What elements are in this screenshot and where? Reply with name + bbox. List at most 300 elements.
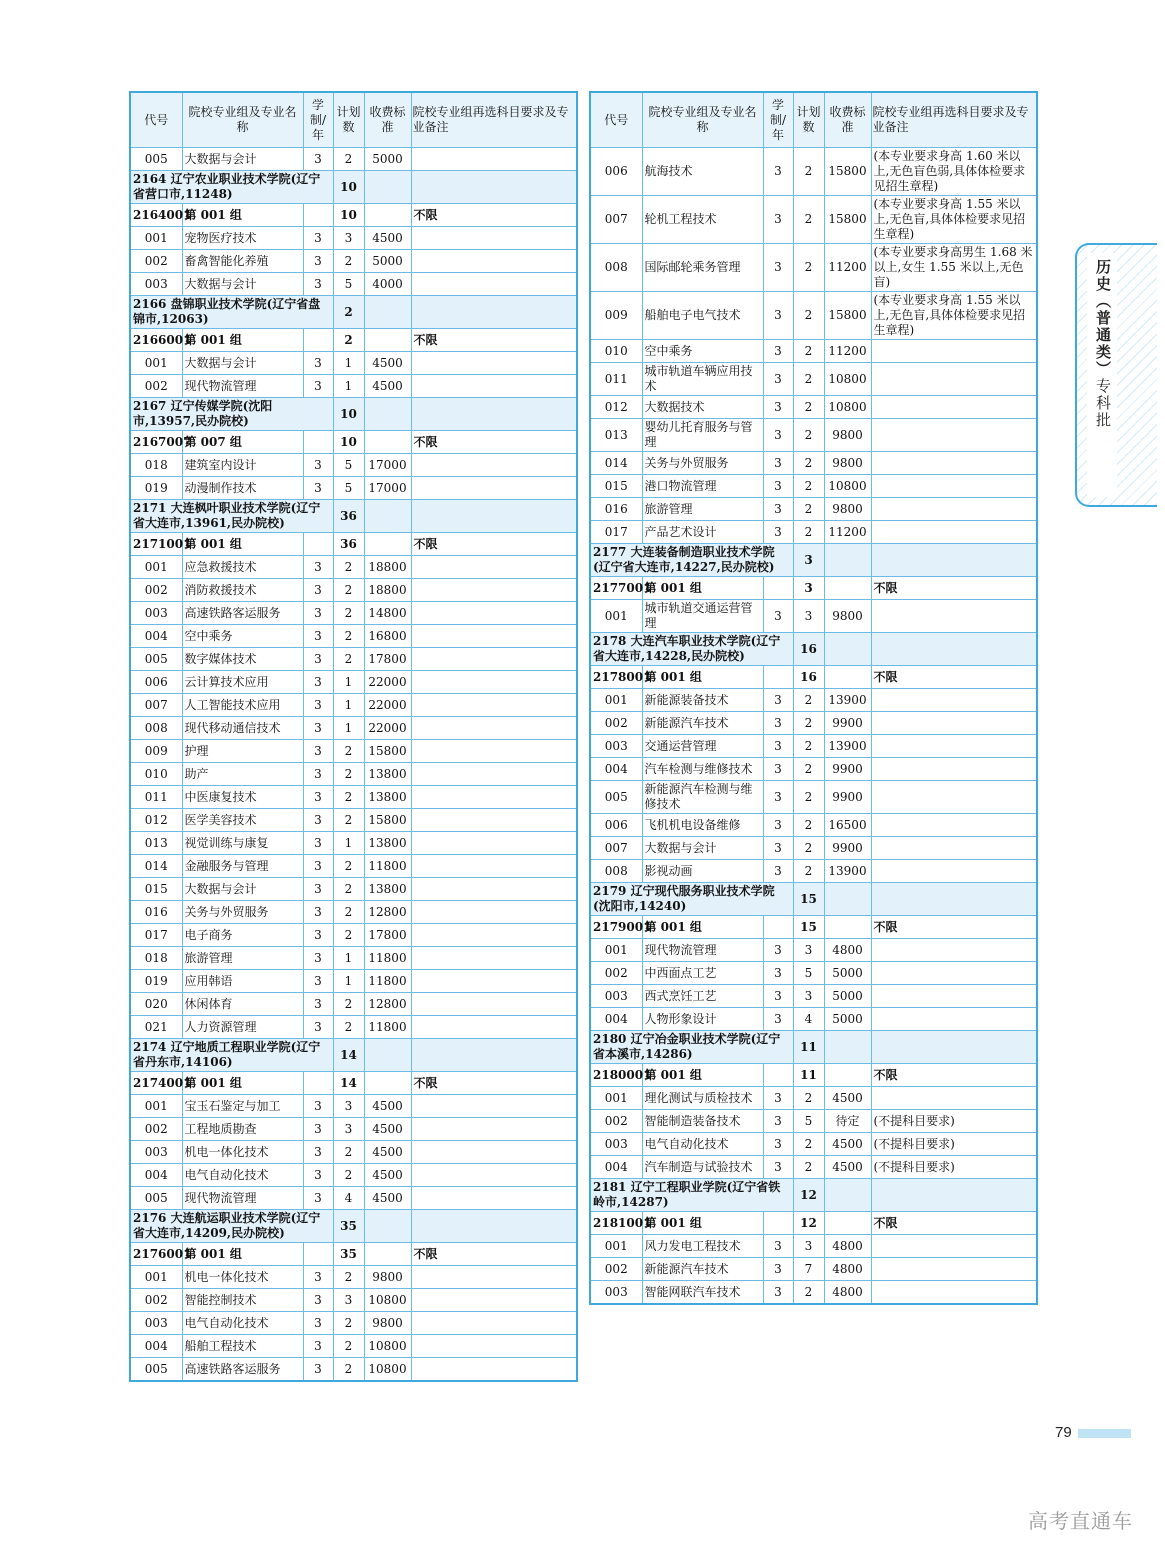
major-remark <box>411 625 577 648</box>
major-plan-count: 5 <box>333 273 364 296</box>
major-remark <box>871 498 1037 521</box>
major-fee: 11800 <box>364 855 411 878</box>
group-subject-requirement: 不限 <box>871 916 1037 939</box>
major-fee: 4800 <box>824 1281 871 1305</box>
school-name: 2177 大连装备制造职业技术学院(辽宁省大连市,14227,民办院校) <box>590 544 793 577</box>
major-code: 002 <box>590 1258 642 1281</box>
major-name: 新能源汽车技术 <box>642 1258 763 1281</box>
major-name: 应用韩语 <box>182 970 303 993</box>
major-years: 3 <box>763 1133 793 1156</box>
major-row <box>590 939 1037 962</box>
major-name: 航海技术 <box>642 148 763 196</box>
school-remark-cell <box>411 171 577 204</box>
major-code: 001 <box>130 1266 182 1289</box>
major-years: 3 <box>303 227 333 250</box>
major-fee: 4500 <box>824 1133 871 1156</box>
header-code: 代号 <box>590 92 642 148</box>
major-remark <box>411 1358 577 1382</box>
major-fee: 9800 <box>824 498 871 521</box>
major-remark <box>411 671 577 694</box>
major-fee: 9800 <box>824 452 871 475</box>
major-years: 3 <box>303 1141 333 1164</box>
major-remark <box>871 1087 1037 1110</box>
major-code: 017 <box>590 521 642 544</box>
major-plan-count: 5 <box>793 1110 824 1133</box>
group-name: 第 007 组 <box>182 431 303 454</box>
major-row <box>590 814 1037 837</box>
group-subject-requirement: 不限 <box>411 1243 577 1266</box>
major-name: 人力资源管理 <box>182 1016 303 1039</box>
major-fee: 9900 <box>824 837 871 860</box>
major-fee: 15800 <box>824 196 871 244</box>
major-code: 011 <box>590 363 642 396</box>
major-row <box>590 600 1037 633</box>
major-code: 014 <box>590 452 642 475</box>
major-code: 006 <box>130 671 182 694</box>
major-fee: 9800 <box>824 600 871 633</box>
major-row <box>590 689 1037 712</box>
major-name: 大数据技术 <box>642 396 763 419</box>
group-row <box>590 577 1037 600</box>
major-code: 004 <box>130 1164 182 1187</box>
major-plan-count: 3 <box>333 1118 364 1141</box>
header-years: 学制/年 <box>763 92 793 148</box>
major-remark <box>871 419 1037 452</box>
major-code: 001 <box>130 352 182 375</box>
major-remark <box>871 475 1037 498</box>
major-code: 013 <box>590 419 642 452</box>
major-plan-count: 3 <box>793 600 824 633</box>
header-remark: 院校专业组再选科目要求及专业备注 <box>871 92 1037 148</box>
major-fee: 11800 <box>364 947 411 970</box>
major-remark <box>411 717 577 740</box>
major-row <box>590 1156 1037 1179</box>
major-name: 大数据与会计 <box>182 273 303 296</box>
major-plan-count: 2 <box>333 901 364 924</box>
school-remark-cell <box>411 1210 577 1243</box>
major-fee: 13900 <box>824 860 871 883</box>
major-row <box>590 1258 1037 1281</box>
group-row <box>590 1212 1037 1235</box>
school-plan-count: 10 <box>333 398 364 431</box>
major-code: 018 <box>130 454 182 477</box>
major-remark <box>871 985 1037 1008</box>
school-name: 2181 辽宁工程职业学院(辽宁省铁岭市,14287) <box>590 1179 793 1212</box>
major-years: 3 <box>763 962 793 985</box>
admission-table-left <box>129 91 578 1382</box>
major-remark <box>411 477 577 500</box>
major-fee: 10800 <box>824 396 871 419</box>
major-fee: 18800 <box>364 556 411 579</box>
major-fee: 13800 <box>364 832 411 855</box>
major-fee: 4500 <box>364 1118 411 1141</box>
major-years: 3 <box>303 1187 333 1210</box>
major-fee: 11200 <box>824 521 871 544</box>
side-tab-batch: 专科批 <box>1094 378 1112 429</box>
major-years: 3 <box>303 250 333 273</box>
major-remark <box>411 648 577 671</box>
major-remark <box>871 521 1037 544</box>
group-plan-count: 15 <box>793 916 824 939</box>
major-plan-count: 2 <box>793 1133 824 1156</box>
major-years: 3 <box>303 352 333 375</box>
major-code: 003 <box>590 735 642 758</box>
major-remark <box>871 689 1037 712</box>
major-fee: 5000 <box>824 1008 871 1031</box>
header-plan: 计划数 <box>793 92 824 148</box>
major-years: 3 <box>763 1281 793 1305</box>
major-fee: 17800 <box>364 924 411 947</box>
major-name: 婴幼儿托育服务与管理 <box>642 419 763 452</box>
major-name: 消防救援技术 <box>182 579 303 602</box>
major-fee: 22000 <box>364 717 411 740</box>
major-fee: 13900 <box>824 689 871 712</box>
major-plan-count: 2 <box>333 878 364 901</box>
group-name: 第 001 组 <box>642 1064 763 1087</box>
major-plan-count: 2 <box>333 809 364 832</box>
major-code: 015 <box>590 475 642 498</box>
school-plan-count: 14 <box>333 1039 364 1072</box>
major-years: 3 <box>303 717 333 740</box>
major-remark <box>411 763 577 786</box>
major-plan-count: 3 <box>333 1289 364 1312</box>
major-name: 旅游管理 <box>642 498 763 521</box>
major-years: 3 <box>303 809 333 832</box>
major-plan-count: 2 <box>793 860 824 883</box>
major-fee: 22000 <box>364 694 411 717</box>
major-years: 3 <box>303 477 333 500</box>
major-remark <box>411 148 577 171</box>
major-code: 002 <box>130 1289 182 1312</box>
major-fee: 13900 <box>824 735 871 758</box>
major-name: 工程地质勘查 <box>182 1118 303 1141</box>
major-fee: 12800 <box>364 993 411 1016</box>
group-subject-requirement: 不限 <box>871 1064 1037 1087</box>
school-name: 2164 辽宁农业职业技术学院(辽宁省营口市,11248) <box>130 171 333 204</box>
group-plan-count: 2 <box>333 329 364 352</box>
major-row <box>130 947 577 970</box>
group-fee-cell <box>364 1072 411 1095</box>
major-years: 3 <box>763 689 793 712</box>
major-plan-count: 3 <box>793 939 824 962</box>
major-row <box>590 712 1037 735</box>
major-row <box>130 1266 577 1289</box>
header-name: 院校专业组及专业名称 <box>642 92 763 148</box>
major-plan-count: 2 <box>333 579 364 602</box>
major-code: 004 <box>130 1335 182 1358</box>
group-name: 第 001 组 <box>182 533 303 556</box>
major-remark: (不提科目要求) <box>871 1156 1037 1179</box>
major-code: 008 <box>130 717 182 740</box>
school-remark-cell <box>411 500 577 533</box>
major-code: 006 <box>590 814 642 837</box>
major-row <box>590 196 1037 244</box>
major-name: 现代移动通信技术 <box>182 717 303 740</box>
major-fee: 4800 <box>824 1258 871 1281</box>
school-name: 2166 盘锦职业技术学院(辽宁省盘锦市,12063) <box>130 296 333 329</box>
major-remark <box>411 855 577 878</box>
school-row <box>130 500 577 533</box>
major-code: 001 <box>590 689 642 712</box>
major-code: 012 <box>590 396 642 419</box>
school-fee-cell <box>364 1210 411 1243</box>
school-plan-count: 36 <box>333 500 364 533</box>
school-name: 2180 辽宁冶金职业技术学院(辽宁省本溪市,14286) <box>590 1031 793 1064</box>
major-plan-count: 2 <box>793 244 824 292</box>
header-code: 代号 <box>130 92 182 148</box>
school-row <box>130 398 577 431</box>
major-remark: (本专业要求身高 1.55 米以上,无色盲,具体体检要求见招生章程) <box>871 292 1037 340</box>
major-plan-count: 2 <box>793 1281 824 1305</box>
major-remark <box>871 735 1037 758</box>
major-code: 008 <box>590 860 642 883</box>
major-plan-count: 2 <box>333 1141 364 1164</box>
school-row <box>130 171 577 204</box>
major-code: 003 <box>590 985 642 1008</box>
major-code: 001 <box>590 600 642 633</box>
major-years: 3 <box>303 832 333 855</box>
major-code: 019 <box>130 477 182 500</box>
major-remark <box>411 375 577 398</box>
major-plan-count: 2 <box>333 763 364 786</box>
major-name: 高速铁路客运服务 <box>182 1358 303 1382</box>
major-years: 3 <box>303 1289 333 1312</box>
major-remark <box>411 602 577 625</box>
major-name: 港口物流管理 <box>642 475 763 498</box>
major-row <box>590 1235 1037 1258</box>
major-row <box>130 740 577 763</box>
major-row <box>130 602 577 625</box>
school-plan-count: 12 <box>793 1179 824 1212</box>
school-name: 2174 辽宁地质工程职业学院(辽宁省丹东市,14106) <box>130 1039 333 1072</box>
group-code: 2166001 <box>130 329 182 352</box>
major-code: 005 <box>130 648 182 671</box>
major-years: 3 <box>763 939 793 962</box>
school-row <box>590 1179 1037 1212</box>
major-name: 宠物医疗技术 <box>182 227 303 250</box>
major-code: 004 <box>590 1156 642 1179</box>
major-name: 现代物流管理 <box>182 1187 303 1210</box>
major-code: 002 <box>130 375 182 398</box>
group-row <box>130 1243 577 1266</box>
major-remark <box>411 1141 577 1164</box>
major-remark <box>411 1312 577 1335</box>
major-row <box>590 735 1037 758</box>
major-row <box>590 475 1037 498</box>
major-name: 轮机工程技术 <box>642 196 763 244</box>
major-plan-count: 2 <box>793 735 824 758</box>
group-plan-count: 11 <box>793 1064 824 1087</box>
major-years: 3 <box>303 1118 333 1141</box>
major-name: 电气自动化技术 <box>182 1312 303 1335</box>
major-name: 新能源装备技术 <box>642 689 763 712</box>
header-fee: 收费标准 <box>364 92 411 148</box>
major-name: 中西面点工艺 <box>642 962 763 985</box>
group-fee-cell <box>364 533 411 556</box>
major-years: 3 <box>763 196 793 244</box>
major-row <box>130 1312 577 1335</box>
major-row <box>130 227 577 250</box>
school-fee-cell <box>824 1179 871 1212</box>
major-fee: 4000 <box>364 273 411 296</box>
major-remark <box>411 924 577 947</box>
major-plan-count: 7 <box>793 1258 824 1281</box>
section-side-tab <box>1075 243 1157 507</box>
major-fee: 4500 <box>364 1187 411 1210</box>
major-name: 畜禽智能化养殖 <box>182 250 303 273</box>
major-years: 3 <box>303 602 333 625</box>
major-code: 004 <box>130 625 182 648</box>
group-plan-count: 35 <box>333 1243 364 1266</box>
major-remark <box>411 740 577 763</box>
major-years: 3 <box>303 625 333 648</box>
major-row <box>130 809 577 832</box>
major-row <box>130 579 577 602</box>
major-name: 大数据与会计 <box>182 148 303 171</box>
major-name: 空中乘务 <box>642 340 763 363</box>
group-subject-requirement: 不限 <box>411 329 577 352</box>
major-fee: 15800 <box>364 809 411 832</box>
school-plan-count: 35 <box>333 1210 364 1243</box>
major-code: 001 <box>130 227 182 250</box>
major-fee: 9800 <box>364 1266 411 1289</box>
major-row <box>590 292 1037 340</box>
major-years: 3 <box>763 1258 793 1281</box>
major-row <box>590 419 1037 452</box>
major-remark <box>871 962 1037 985</box>
major-row <box>130 1358 577 1382</box>
group-years-cell <box>763 916 793 939</box>
page-number-bar <box>1078 1429 1131 1438</box>
major-fee: 10800 <box>364 1358 411 1382</box>
major-plan-count: 2 <box>333 625 364 648</box>
major-years: 3 <box>763 419 793 452</box>
major-fee: 15800 <box>364 740 411 763</box>
major-row <box>590 860 1037 883</box>
major-years: 3 <box>763 860 793 883</box>
major-plan-count: 2 <box>333 602 364 625</box>
major-code: 005 <box>130 1358 182 1382</box>
major-remark: (本专业要求身高 1.60 米以上,无色盲色弱,具体体检要求见招生章程) <box>871 148 1037 196</box>
major-years: 3 <box>763 475 793 498</box>
major-plan-count: 3 <box>793 985 824 1008</box>
major-plan-count: 2 <box>333 1312 364 1335</box>
major-remark <box>411 250 577 273</box>
group-subject-requirement: 不限 <box>411 1072 577 1095</box>
major-name: 风力发电工程技术 <box>642 1235 763 1258</box>
school-plan-count: 3 <box>793 544 824 577</box>
group-row <box>130 204 577 227</box>
major-remark <box>411 694 577 717</box>
major-name: 产品艺术设计 <box>642 521 763 544</box>
group-years-cell <box>303 329 333 352</box>
major-name: 汽车制造与试验技术 <box>642 1156 763 1179</box>
group-plan-count: 16 <box>793 666 824 689</box>
major-fee: 12800 <box>364 901 411 924</box>
group-row <box>130 1072 577 1095</box>
major-code: 009 <box>590 292 642 340</box>
school-row <box>590 633 1037 666</box>
major-years: 3 <box>303 648 333 671</box>
major-row <box>590 363 1037 396</box>
major-fee: 4500 <box>364 1164 411 1187</box>
major-fee: 10800 <box>824 475 871 498</box>
major-code: 001 <box>590 1087 642 1110</box>
major-name: 机电一体化技术 <box>182 1141 303 1164</box>
major-name: 智能制造装备技术 <box>642 1110 763 1133</box>
major-name: 国际邮轮乘务管理 <box>642 244 763 292</box>
admission-table-right <box>589 91 1038 1305</box>
major-fee: 5000 <box>824 962 871 985</box>
group-years-cell <box>303 204 333 227</box>
major-years: 3 <box>303 273 333 296</box>
major-years: 3 <box>303 878 333 901</box>
major-row <box>130 717 577 740</box>
major-plan-count: 2 <box>793 452 824 475</box>
major-plan-count: 1 <box>333 717 364 740</box>
page-number: 79 <box>1055 1424 1072 1441</box>
group-code: 2164001 <box>130 204 182 227</box>
major-fee: 4500 <box>824 1156 871 1179</box>
group-plan-count: 14 <box>333 1072 364 1095</box>
major-years: 3 <box>303 947 333 970</box>
group-years-cell <box>763 1212 793 1235</box>
major-name: 交通运营管理 <box>642 735 763 758</box>
major-code: 003 <box>130 602 182 625</box>
major-row <box>130 454 577 477</box>
major-row <box>590 396 1037 419</box>
major-fee: 16800 <box>364 625 411 648</box>
school-name: 2167 辽宁传媒学院(沈阳市,13957,民办院校) <box>130 398 333 431</box>
major-remark: (本专业要求身高 1.55 米以上,无色盲,具体体检要求见招生章程) <box>871 196 1037 244</box>
major-remark <box>411 454 577 477</box>
school-row <box>130 1039 577 1072</box>
group-subject-requirement: 不限 <box>871 1212 1037 1235</box>
group-fee-cell <box>824 666 871 689</box>
major-fee: 11800 <box>364 1016 411 1039</box>
group-years-cell <box>303 1243 333 1266</box>
major-remark <box>411 1335 577 1358</box>
major-remark <box>871 452 1037 475</box>
major-plan-count: 2 <box>333 1164 364 1187</box>
major-plan-count: 1 <box>333 375 364 398</box>
major-fee: 18800 <box>364 579 411 602</box>
major-fee: 15800 <box>824 148 871 196</box>
major-code: 001 <box>590 1235 642 1258</box>
major-code: 007 <box>590 196 642 244</box>
group-subject-requirement: 不限 <box>871 577 1037 600</box>
major-row <box>130 1118 577 1141</box>
school-fee-cell <box>364 296 411 329</box>
major-plan-count: 1 <box>333 947 364 970</box>
header-remark: 院校专业组再选科目要求及专业备注 <box>411 92 577 148</box>
major-remark <box>411 1118 577 1141</box>
major-code: 020 <box>130 993 182 1016</box>
school-plan-count: 16 <box>793 633 824 666</box>
major-row <box>130 250 577 273</box>
major-row <box>130 148 577 171</box>
group-years-cell <box>763 1064 793 1087</box>
major-plan-count: 2 <box>793 521 824 544</box>
group-name: 第 001 组 <box>182 204 303 227</box>
major-name: 医学美容技术 <box>182 809 303 832</box>
major-remark <box>871 1258 1037 1281</box>
major-code: 005 <box>590 781 642 814</box>
major-code: 005 <box>130 148 182 171</box>
major-code: 004 <box>590 1008 642 1031</box>
major-name: 数字媒体技术 <box>182 648 303 671</box>
major-row <box>130 1141 577 1164</box>
